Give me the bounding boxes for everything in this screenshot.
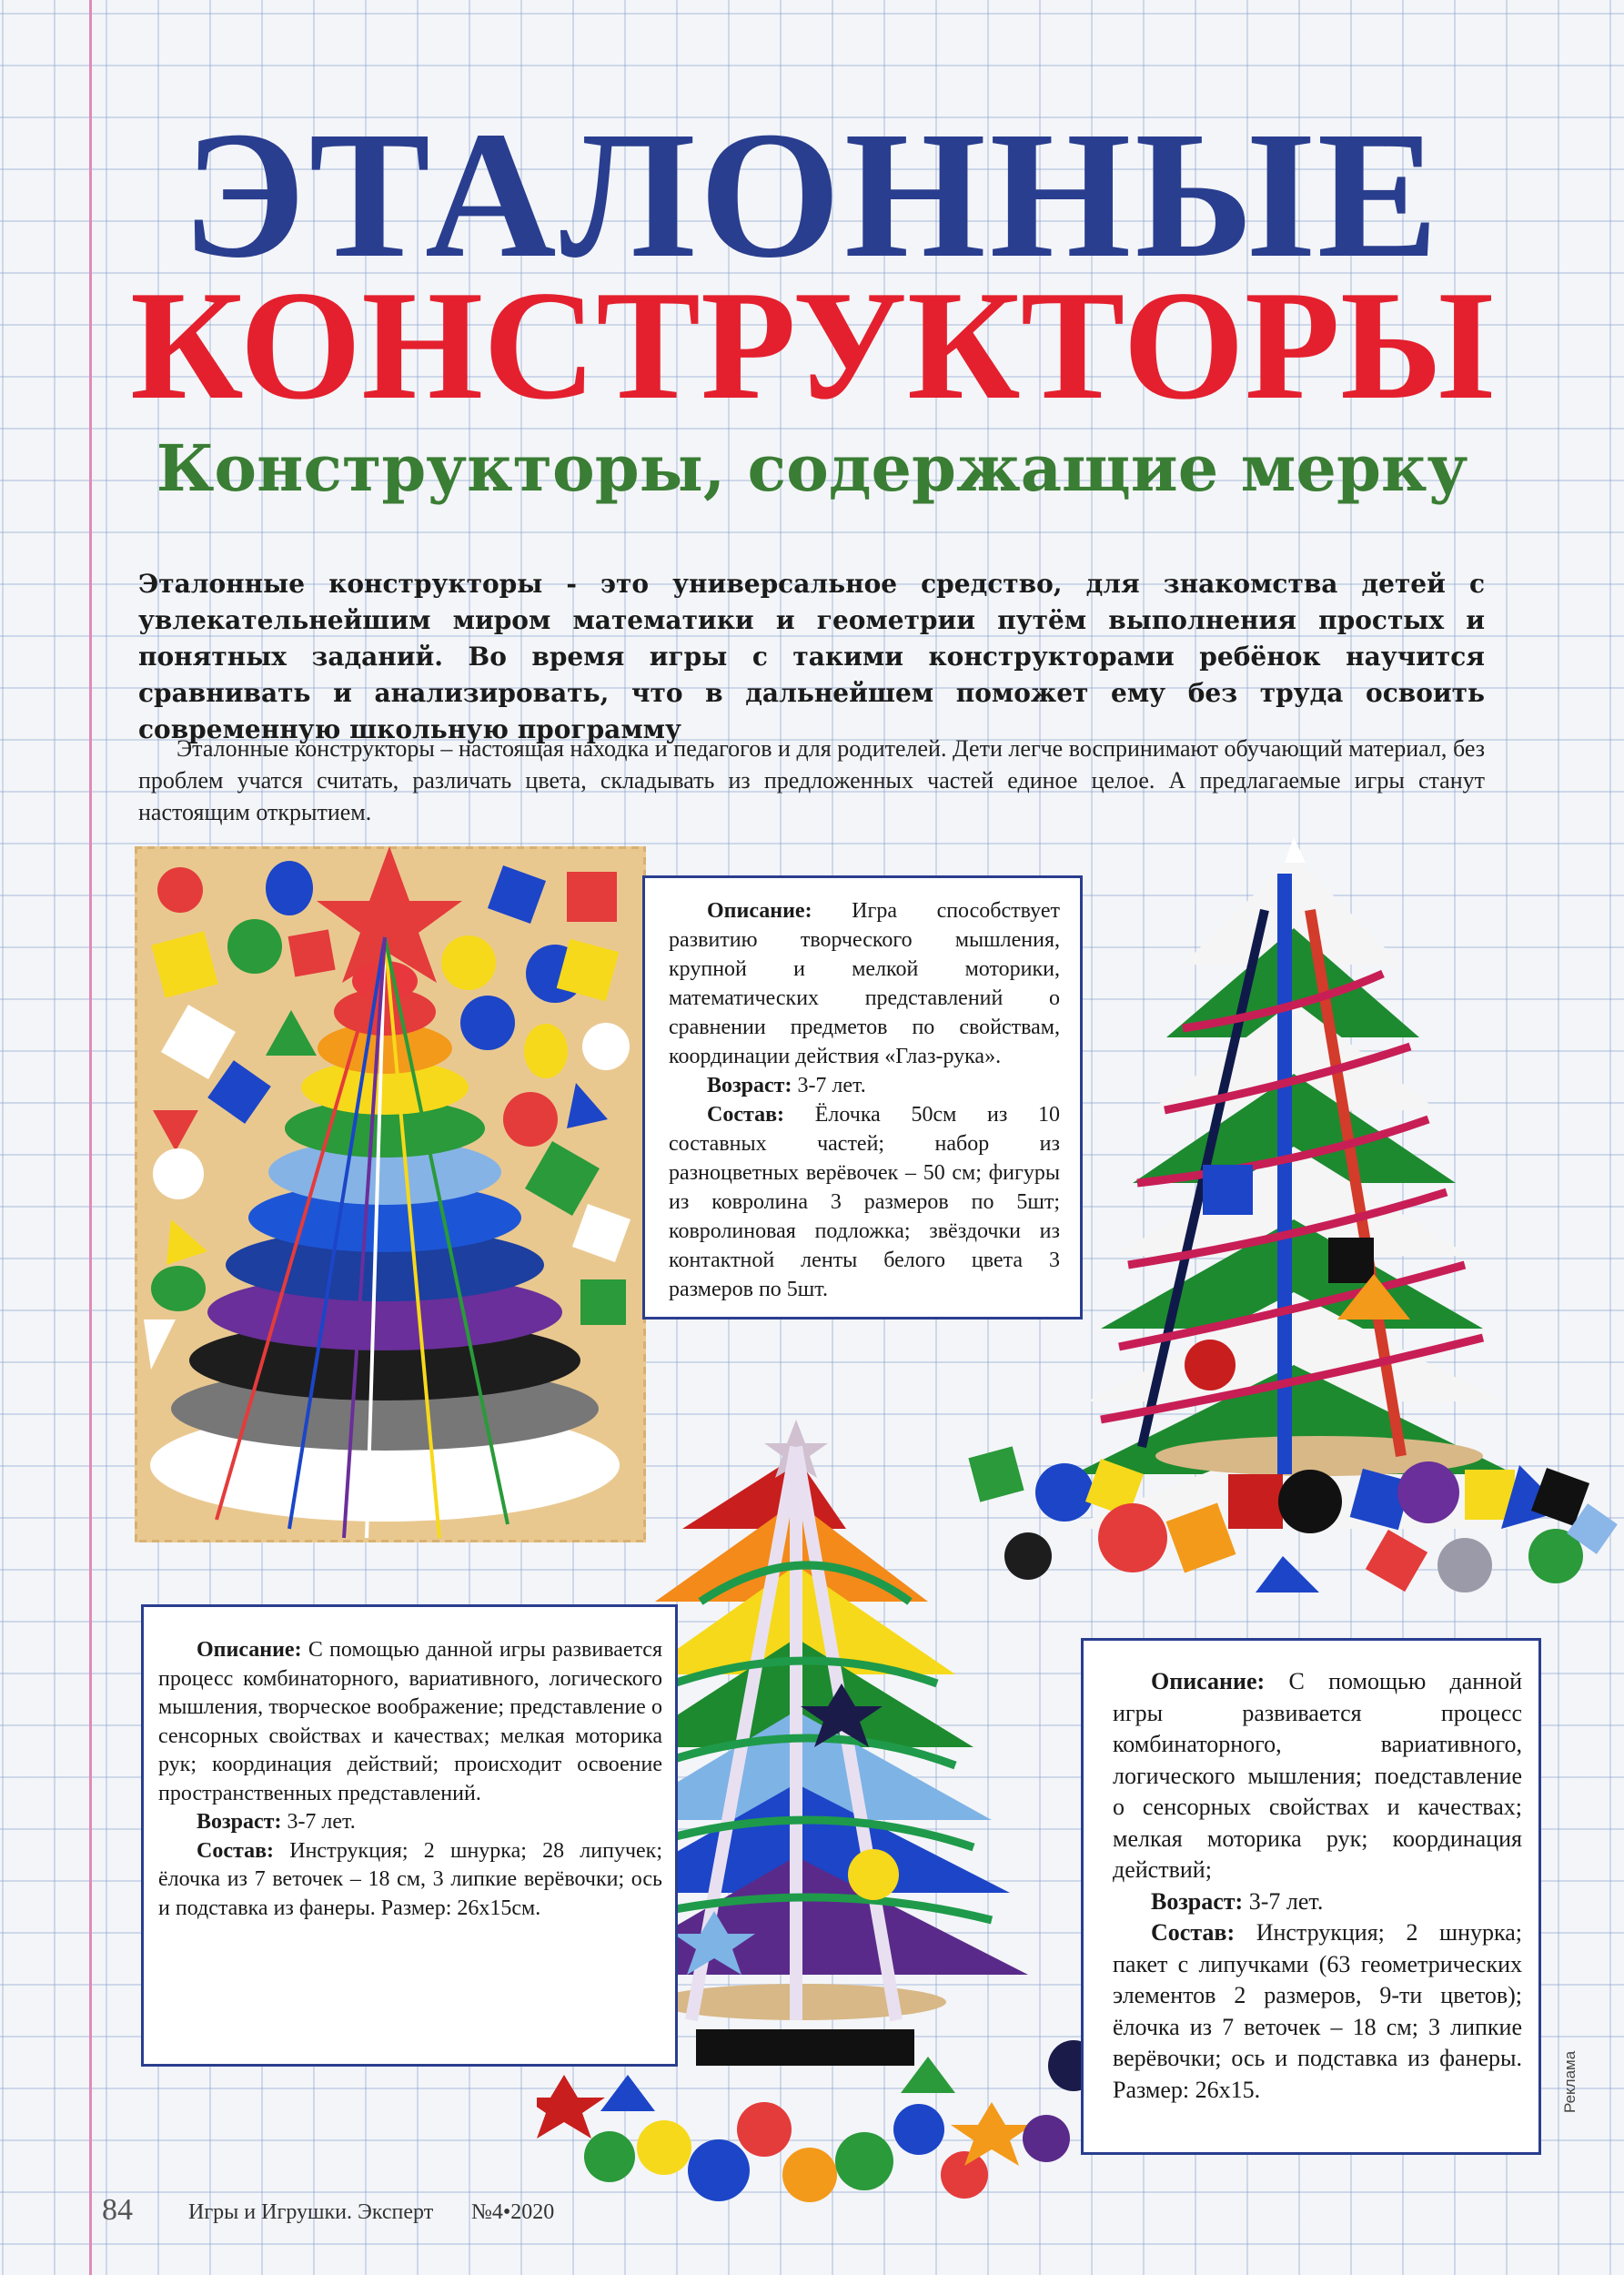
title-line-2: КОНСТРУКТОРЫ xyxy=(130,259,1494,432)
composition-label: Состав: xyxy=(197,1838,275,1863)
lead-paragraph: Эталонные конструкторы - это универсальное средство, для знакомства детей с увлекательнейшим миром математики и геометрии путём выполнения простых и понятных заданий. Во время игры с такими конструкторами ребёнок научится сравнивать и анализировать, что в дальнейшем поможет ему без труда освоить современную школьную программу xyxy=(138,569,1485,744)
description xyxy=(1113,1666,1522,1886)
age-value: 3-7 лет. xyxy=(1248,1887,1324,1915)
description-label: Описание: xyxy=(197,1638,302,1662)
product-info-box-1 xyxy=(642,875,1083,1320)
age-label: Возраст: xyxy=(707,1074,792,1097)
composition-text: Инструкция; 2 шнурка; 28 липучек; ёлочка из 7 веточек – 18 см, 3 липкие верёвочки; ось и подставка из фанеры. Размер: 26х15см. xyxy=(158,1838,663,1920)
composition-text: Инструкция; 2 шнурка; пакет с липучками (63 геометрических элементов 2 размеров, 9-ти цветов); ёлочка из 7 веточек – 18 см; 3 липкие верёвочки; ось и подставка из фанеры. Размер: 26х15. xyxy=(1113,1919,1522,2103)
magazine-name: Игры и Игрушки. Эксперт xyxy=(188,2200,434,2224)
description-text: С помощью данной игры развивается процесс комбинаторного, вариативного, логического мышления, творческое воображение; представление о сенсорных свойствах и качествах; мелкая моторика рук; координация действий; происходит освоение пространственных представлений. xyxy=(158,1638,662,1805)
age xyxy=(158,1808,662,1837)
composition-label: Состав: xyxy=(1151,1919,1236,1946)
issue-number: №4•2020 xyxy=(471,2200,555,2224)
age-value: 3-7 лет. xyxy=(287,1810,356,1834)
description-label: Описание: xyxy=(707,899,812,923)
description-label: Описание: xyxy=(1151,1668,1266,1694)
age xyxy=(1113,1886,1522,1918)
composition-text: Ёлочка 50см из 10 составных частей; набор из разноцветных верёвочек – 50 см; фигуры из ковролина 3 размеров по 5шт; ковролиновая подложка; звёздочки из контактной ленты белого цвета 3 размеров по 5шт. xyxy=(669,1103,1061,1301)
composition xyxy=(1113,1917,1522,2106)
description xyxy=(669,896,1060,1071)
age-value: 3-7 лет. xyxy=(797,1074,866,1097)
page-number: 84 xyxy=(102,2193,133,2227)
composition xyxy=(669,1100,1060,1304)
description-text: Игра способствует развитию творческого мышления, крупной и мелкой моторики, математических представлений о сравнении предметов по свойствам, координации действия «Глаз-рука». xyxy=(669,899,1060,1068)
advertisement-label: Реклама xyxy=(1561,2050,1579,2113)
description xyxy=(158,1636,662,1808)
product-info-box-2 xyxy=(141,1604,678,2067)
age xyxy=(669,1071,1060,1100)
title-line-1: ЭТАЛОННЫЕ xyxy=(181,95,1443,296)
description-text: С помощью данной игры развивается процесс комбинаторного, вариативного, логического мышления; поедставление о сенсорных свойствах и качествах; мелкая моторика рук; координация действий; xyxy=(1113,1668,1523,1883)
subtitle: Конструкторы, содержащие мерку xyxy=(156,430,1468,506)
age-label: Возраст: xyxy=(1151,1887,1244,1915)
composition xyxy=(158,1837,662,1924)
composition-label: Состав: xyxy=(707,1103,785,1127)
age-label: Возраст: xyxy=(197,1810,282,1834)
product-info-box-3 xyxy=(1081,1638,1541,2155)
intro-paragraph: Эталонные конструкторы – настоящая находка и педагогов и для родителей. Дети легче воспринимают обучающий материал, без проблем учатся считать, различать цвета, складывать из предложенных частей единое целое. А предлагаемые игры станут настоящим открытием. xyxy=(138,735,1485,825)
